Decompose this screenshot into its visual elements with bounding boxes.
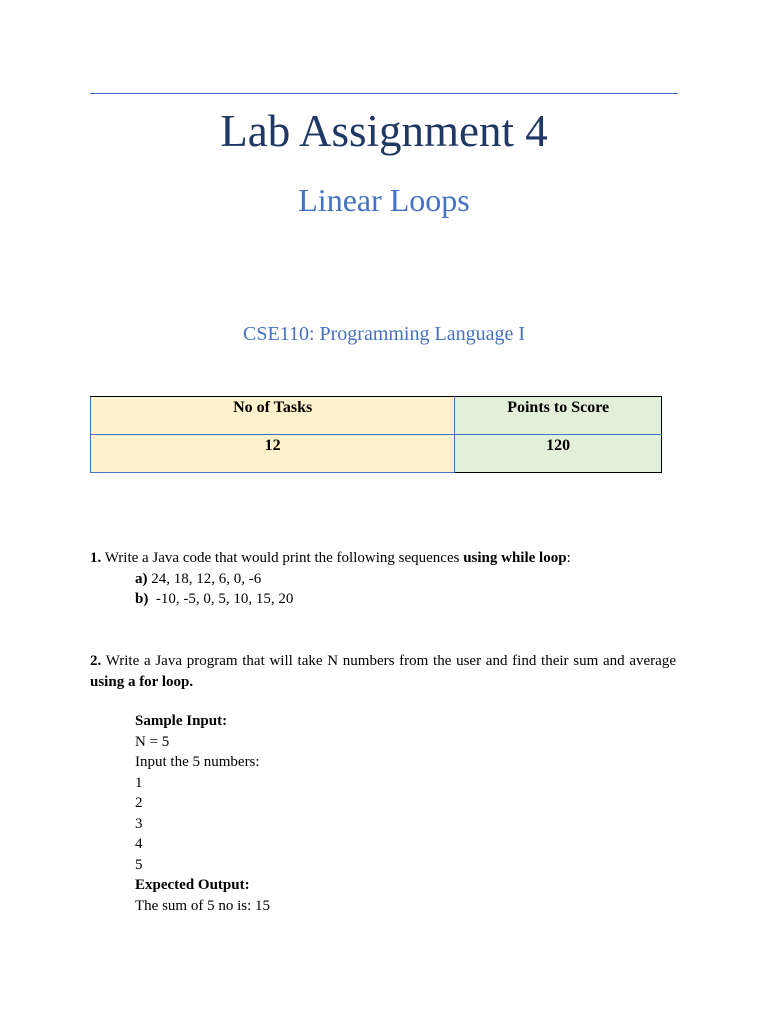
task-2-number: 2. [90, 653, 102, 669]
task-1-colon: : [566, 550, 571, 566]
points-value: 120 [455, 435, 662, 473]
sample-io [135, 711, 270, 916]
task-1-text: Write a Java code that would print the following sequences [101, 550, 464, 566]
sample-input-line: 5 [135, 856, 143, 873]
task-1-bold: using while loop [463, 550, 567, 566]
sample-input-label-text: Sample Input: [135, 713, 228, 729]
table-value-row [91, 435, 662, 473]
document-subtitle: Linear Loops [298, 182, 470, 218]
task-1-item-a [90, 569, 676, 590]
task-2-text: Write a Java program that will take N numbers from the user and find their sum and average [101, 653, 676, 669]
expected-output-line: The sum of 5 no is: 15 [135, 897, 270, 914]
task-2 [90, 651, 676, 692]
sample-input-line: 1 [135, 774, 143, 791]
course-name: CSE110: Programming Language I [243, 323, 525, 345]
sample-input-line: 4 [135, 836, 143, 852]
item-text: 24, 18, 12, 6, 0, -6 [147, 570, 262, 587]
sample-input-line: 3 [135, 815, 143, 832]
title-rule [90, 93, 678, 94]
item-label: a) [135, 570, 148, 587]
task-2-bold: using a for loop. [90, 673, 194, 690]
tasks-header: No of Tasks [91, 397, 455, 435]
expected-output-label-text: Expected Output: [135, 877, 250, 893]
task-1-item-b [90, 589, 676, 610]
document-title: Lab Assignment 4 [220, 106, 548, 156]
task-1-prompt [90, 548, 676, 569]
tasks-value: 12 [91, 435, 455, 473]
points-header: Points to Score [455, 397, 662, 435]
task-1-number: 1. [90, 550, 102, 566]
task-1 [90, 548, 676, 610]
score-table [90, 396, 662, 473]
item-text: -10, -5, 0, 5, 10, 15, 20 [148, 591, 294, 607]
sample-input-line: N = 5 [135, 733, 170, 750]
expected-output-label [135, 875, 270, 896]
table-header-row [91, 397, 662, 435]
sample-input-label [135, 711, 270, 732]
sample-input-line: 2 [135, 795, 143, 811]
sample-input-line: Input the 5 numbers: [135, 754, 260, 770]
item-label: b) [135, 591, 149, 607]
